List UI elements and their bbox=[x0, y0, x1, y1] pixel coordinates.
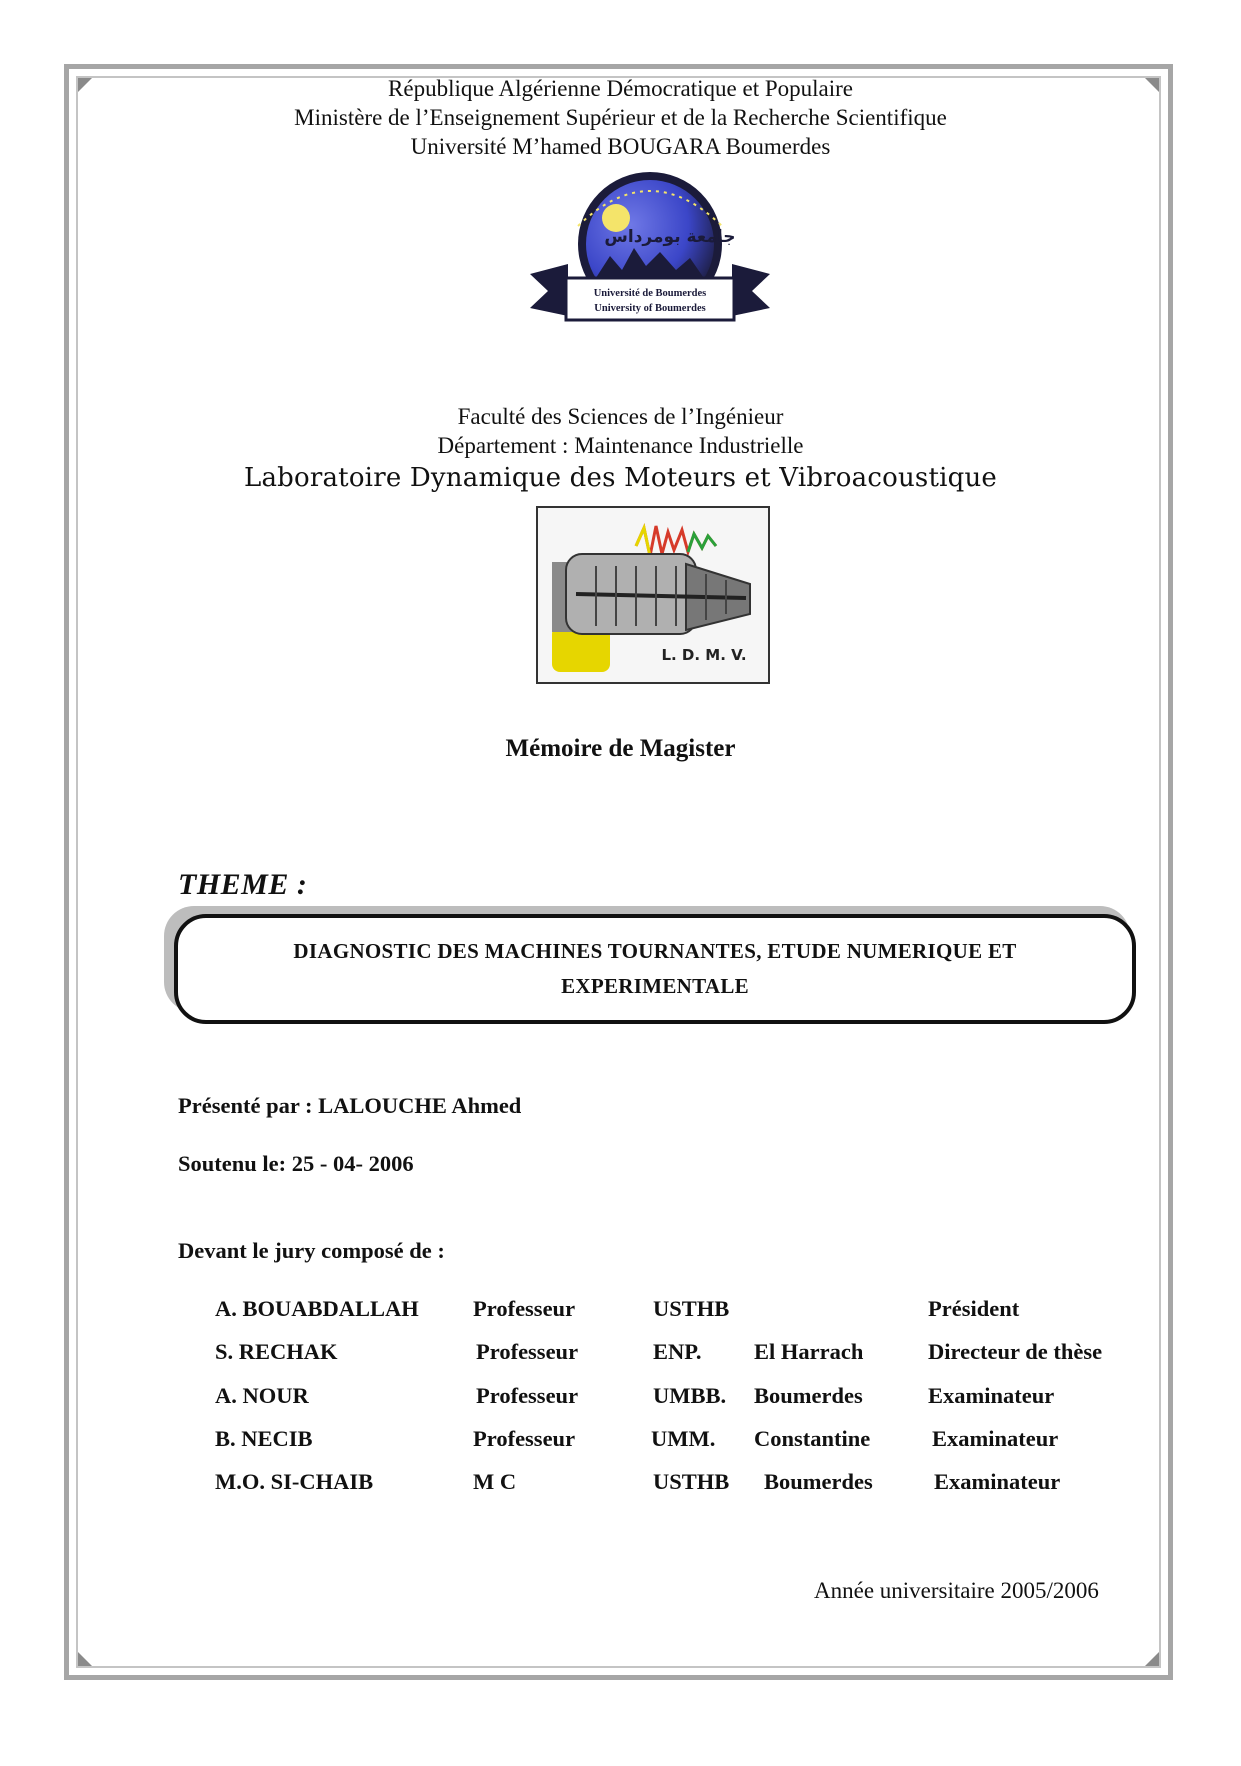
header-republic: République Algérienne Démocratique et Populaire bbox=[388, 76, 853, 101]
jury-role: Examinateur bbox=[932, 1426, 1059, 1451]
corner-tick bbox=[64, 64, 78, 69]
corner-ornament-bottom-left bbox=[78, 1652, 92, 1666]
jury-city: El Harrach bbox=[754, 1339, 864, 1364]
jury-name: B. NECIB bbox=[215, 1426, 313, 1451]
jury-city: Boumerdes bbox=[764, 1469, 873, 1494]
jury-name: A. NOUR bbox=[215, 1383, 309, 1408]
presented-by: Présenté par : LALOUCHE Ahmed bbox=[178, 1093, 522, 1118]
department-name: Département : Maintenance Industrielle bbox=[437, 433, 804, 458]
defended-on: Soutenu le: 25 - 04- 2006 bbox=[178, 1151, 414, 1176]
theme-text: DIAGNOSTIC DES MACHINES TOURNANTES, ETUDE NUMERIQUE ET EXPERIMENTALE bbox=[293, 939, 1017, 998]
jury-role: Examinateur bbox=[928, 1383, 1055, 1408]
theme-label: THEME : bbox=[178, 868, 308, 901]
jury-name: S. RECHAK bbox=[215, 1339, 338, 1364]
corner-tick bbox=[64, 1675, 78, 1680]
lab-logo-label: L. D. M. V. bbox=[661, 646, 747, 664]
jury-grade: Professeur bbox=[476, 1383, 579, 1408]
faculty-name: Faculté des Sciences de l’Ingénieur bbox=[457, 404, 784, 429]
university-logo-arabic: جامعة بومرداس bbox=[604, 227, 736, 247]
corner-ornament-bottom-right bbox=[1145, 1652, 1159, 1666]
jury-city: Boumerdes bbox=[754, 1383, 863, 1408]
jury-city: Constantine bbox=[754, 1426, 871, 1451]
jury-name: A. BOUABDALLAH bbox=[215, 1296, 419, 1321]
header-university: Université M’hamed BOUGARA Boumerdes bbox=[410, 134, 831, 159]
jury-institution: USTHB bbox=[653, 1469, 730, 1494]
laboratory-name: Laboratoire Dynamique des Moteurs et Vibroacoustique bbox=[243, 463, 997, 493]
jury-institution: UMM. bbox=[651, 1426, 716, 1451]
memoire-title: Mémoire de Magister bbox=[505, 735, 736, 762]
jury-role: Directeur de thèse bbox=[928, 1339, 1103, 1364]
jury-institution: USTHB bbox=[653, 1296, 730, 1321]
university-logo bbox=[530, 166, 770, 346]
jury-role: Président bbox=[928, 1296, 1020, 1321]
lab-logo bbox=[536, 506, 770, 684]
jury-intro: Devant le jury composé de : bbox=[178, 1238, 445, 1263]
jury-name: M.O. SI-CHAIB bbox=[215, 1469, 374, 1494]
corner-tick bbox=[1159, 64, 1173, 69]
jury-grade: M C bbox=[473, 1469, 517, 1494]
jury-institution: UMBB. bbox=[653, 1383, 727, 1408]
jury-grade: Professeur bbox=[473, 1426, 576, 1451]
jury-grade: Professeur bbox=[476, 1339, 579, 1364]
theme-box bbox=[174, 914, 1136, 1024]
university-logo-banner-fr: Université de Boumerdes bbox=[593, 288, 707, 299]
corner-tick bbox=[1159, 1675, 1173, 1680]
jury-grade: Professeur bbox=[473, 1296, 576, 1321]
jury-institution: ENP. bbox=[653, 1339, 702, 1364]
jury-role: Examinateur bbox=[934, 1469, 1061, 1494]
academic-year: Année universitaire 2005/2006 bbox=[814, 1578, 1099, 1603]
university-logo-banner-en: University of Boumerdes bbox=[594, 303, 706, 314]
header-ministry: Ministère de l’Enseignement Supérieur et de la Recherche Scientifique bbox=[294, 105, 947, 130]
